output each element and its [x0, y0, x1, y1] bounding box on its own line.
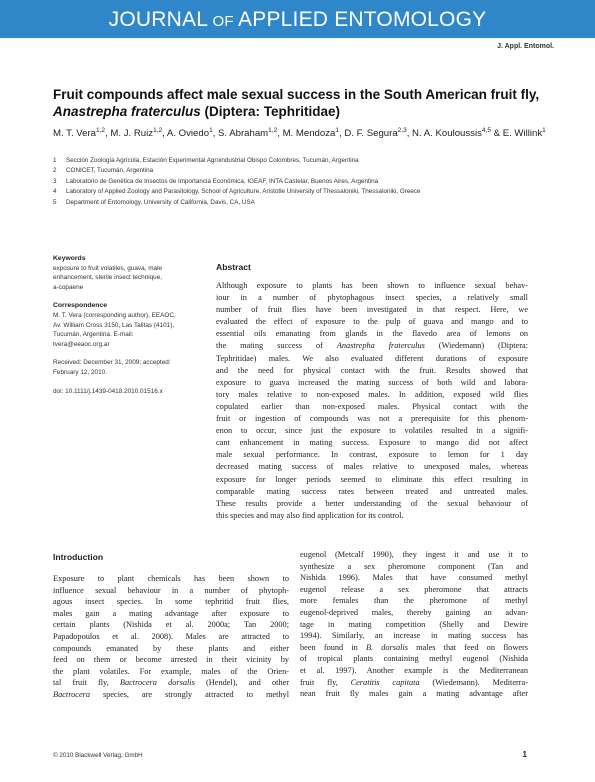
author-separator: ,	[338, 128, 345, 140]
received-line: February 12, 2010.	[53, 368, 107, 376]
title-part1: Fruit compounds affect male sexual success in the South American fruit fly,	[53, 87, 540, 102]
affiliation-number: 5	[53, 198, 57, 206]
body-text-line: males gain a mating advantage after exposure to	[53, 608, 289, 618]
body-text-line: compounds emanated by these plants and either	[53, 643, 289, 653]
body-text-line: feed on them or become arrested in their vicinity by	[53, 655, 289, 665]
abstract-line: evaluated the effect of exposure to the pulp of guava and mango and to	[216, 317, 528, 327]
affiliation-text: Laboratorio de Genética de Insectos de Importancia Económica, IGEAF, INTA Castelar, Buenos Aires, Argentina	[66, 177, 379, 185]
correspondence-heading: Correspondence	[53, 302, 108, 310]
abstract-text	[216, 280, 528, 522]
body-text-line: certain plants (Nishida et al. 2000a; Tan 2000;	[53, 620, 289, 630]
abstract-line: tory males relative to non-exposed males. In addition, exposed wild flies	[216, 389, 528, 399]
author-name: S. Abraham	[218, 128, 269, 140]
body-text-line: 1994). Similarly, an increase in mating success has	[300, 631, 528, 641]
copyright-notice: © 2010 Blackwell Verlag, GmbH	[53, 752, 143, 759]
correspondence-line: Av. William Cross 3150, Las Talitas (4101),	[53, 321, 175, 329]
abstract-line: cant enhancement in mating success. Exposure to mango did not affect	[216, 438, 528, 448]
author-separator: &	[490, 128, 503, 140]
abstract-line: and the need for physical contact with the fruit. Results showed that	[216, 365, 528, 375]
body-text-line: Bactrocera species, are strongly attracted to methyl	[53, 689, 289, 699]
author-name: M. T. Vera	[53, 128, 97, 140]
abstract-line: Tephritidae) males. We also evaluated different durations of exposure	[216, 353, 528, 363]
body-text-line: tal fruit fly, Bactrocera dorsalis (Hendel), and other	[53, 678, 289, 688]
body-text-line: more females than the pheromone of methyl	[300, 596, 528, 606]
author-list	[53, 124, 553, 140]
article-title	[53, 86, 553, 120]
author-separator: ,	[212, 128, 219, 140]
journal-name-part3: APPLIED ENTOMOLOGY	[238, 8, 487, 31]
affiliation-list	[53, 156, 563, 208]
author-affiliation-mark: 1,2	[153, 127, 163, 134]
body-text-line: eugenol (Metcalf 1990), they ingest it and use it to	[300, 550, 528, 559]
affiliation-number: 2	[53, 167, 57, 175]
journal-abbreviation: J. Appl. Entomol.	[497, 43, 554, 50]
author-affiliation-mark: 1,2	[96, 127, 106, 134]
affiliation-item	[53, 187, 563, 197]
body-text-line: fruit fly, Ceratitis capitata (Wiedemann). Mediterra-	[300, 677, 528, 687]
abstract-line: decreased mating success of males relative to unexposed males, whereas	[216, 462, 528, 472]
body-text-line: tage in mating competition (Shelly and Dewire	[300, 619, 528, 629]
abstract-line: iour in a number of phytophagous insect species, a relatively small	[216, 293, 528, 303]
introduction-heading: Introduction	[53, 552, 104, 562]
doi-text: doi: 10.1111/j.1439-0418.2010.01516.x	[53, 387, 163, 395]
author-affiliation-mark: 1	[209, 127, 213, 134]
correspondence-block	[53, 301, 193, 349]
author-affiliation-mark: 1	[335, 127, 339, 134]
body-column-right	[300, 549, 528, 700]
abstract-line: number of fruit flies have been investigated in that respect. Here, we	[216, 305, 528, 315]
body-text-line: influence sexual behaviour in a number of phytoph-	[53, 585, 289, 595]
abstract-line: These results provide a better understanding of the sexual behaviour of	[216, 498, 528, 508]
body-text-line: Papadopoulos et al. 2008). Males are attracted to	[53, 631, 289, 641]
journal-name-part1: JOURNAL	[108, 8, 209, 31]
author-name: N. A. Kouloussis	[412, 128, 482, 140]
abstract-line: this species and may also find application for its control.	[216, 510, 404, 520]
page-number: 1	[522, 750, 527, 759]
keywords-block	[53, 254, 193, 292]
author-separator: ,	[277, 128, 283, 140]
keywords-line: exposure to fruit volatiles, guava, male	[53, 264, 163, 272]
abstract-line: exposure for longer periods seemed to eliminate this effect resulting in	[216, 474, 528, 484]
abstract-line: enon to occur, since just the exposure to volatiles resulted in a signifi-	[216, 426, 528, 436]
abstract-line: Although exposure to plants has been shown to influence sexual behav-	[216, 281, 528, 290]
body-text-line: eugenol-deprived males, thereby gaining an advan-	[300, 607, 528, 617]
author-name: M. Mendoza	[282, 128, 336, 140]
body-text-line: been found in B. dorsalis males that feed on flowers	[300, 642, 528, 652]
abstract-line: male sexual performance. In contrast, exposure to lemon for 1 day	[216, 450, 528, 460]
abstract-line: the mating success of Anastrepha fraterculus (Wiedemann) (Diptera:	[216, 341, 528, 351]
abstract-line: comparable mating success rates between treated and untreated males.	[216, 486, 528, 496]
author-name: M. J. Ruiz	[110, 128, 154, 140]
received-block	[53, 358, 193, 377]
affiliation-item	[53, 156, 563, 166]
affiliation-item	[53, 198, 563, 208]
keywords-line: enhancement, sterile insect technique,	[53, 274, 163, 282]
author-affiliation-mark: 1,2	[268, 127, 278, 134]
author-separator: ,	[406, 128, 413, 140]
title-part2: (Diptera: Tephritidae)	[200, 104, 341, 119]
author-separator: ,	[105, 128, 111, 140]
correspondence-text	[53, 311, 193, 349]
keywords-line: a-copaene	[53, 283, 84, 291]
received-line: Received: December 31, 2009; accepted:	[53, 359, 171, 367]
affiliation-number: 3	[53, 177, 57, 185]
affiliation-text: CONICET, Tucumán, Argentina	[66, 167, 154, 175]
body-column-left	[53, 573, 289, 701]
keywords-text	[53, 264, 193, 293]
author-affiliation-mark: 4,5	[481, 127, 491, 134]
body-text-line: et al. 1997). Another example is the Mediterranean	[300, 665, 528, 675]
abstract-heading: Abstract	[216, 262, 251, 272]
journal-name	[0, 8, 595, 34]
author-affiliation-mark: 1	[542, 127, 546, 134]
title-species: Anastrepha fraterculus	[53, 104, 201, 119]
keywords-heading: Keywords	[53, 255, 86, 262]
affiliation-item	[53, 177, 563, 187]
received-text	[53, 358, 193, 377]
affiliation-text: Laboratory of Applied Zoology and Parasitology, School of Agriculture, Aristotle University of Thessaloniki, Thessaloniki, Greece	[66, 188, 421, 196]
correspondence-line: tvera@eeaoc.org.ar	[53, 340, 110, 348]
abstract-line: exposure to guava increased the mating success of both wild and labora-	[216, 377, 528, 387]
author-name: E. Willink	[502, 128, 543, 140]
body-text-line: of tropical plants containing methyl eugenol (Nishida	[300, 654, 528, 664]
body-text-line: eugenol release a sex pheromone that attracts	[300, 584, 528, 594]
affiliation-number: 1	[53, 157, 57, 164]
article-info-sidebar	[53, 254, 193, 396]
abstract-line: copulated earlier than non-exposed males. Physical contact with the	[216, 401, 528, 411]
author-affiliation-mark: 2,3	[397, 127, 407, 134]
affiliation-text: Sección Zoología Agrícola, Estación Experimental Agroindustrial Obispo Colombres, Tucumán, Argentina	[66, 157, 359, 164]
body-text-line: agous insect species. In some tephritid fruit flies,	[53, 597, 289, 607]
body-text-line: nean fruit fly males gain a mating advantage after	[300, 689, 528, 699]
body-text-line: Exposure to plant chemicals has been shown to	[53, 574, 289, 583]
journal-name-part2: OF	[208, 13, 239, 30]
body-text-line: Nishida 1996). Males that have consumed methyl	[300, 573, 528, 583]
author-name: D. F. Segura	[344, 128, 398, 140]
author-name: A. Oviedo	[166, 128, 210, 140]
correspondence-line: Tucumán, Argentina. E-mail:	[53, 331, 134, 339]
body-text-line: synthesize a sex pheromone component (Tan and	[300, 561, 528, 571]
affiliation-number: 4	[53, 188, 57, 196]
abstract-line: essential oils emanating from glands in the flavedo area of lemons on	[216, 329, 528, 339]
abstract-line: fruit or ingestion of compounds was not a prerequisite for this phenom-	[216, 414, 528, 424]
affiliation-text: Department of Entomology, University of California, Davis, CA, USA	[66, 198, 255, 206]
author-separator: ,	[162, 128, 167, 140]
correspondence-line: M. T. Vera (corresponding author), EEAOC,	[53, 311, 176, 319]
body-text-line: the plant volatiles. For example, males of the Orien-	[53, 666, 289, 676]
affiliation-item	[53, 166, 563, 176]
